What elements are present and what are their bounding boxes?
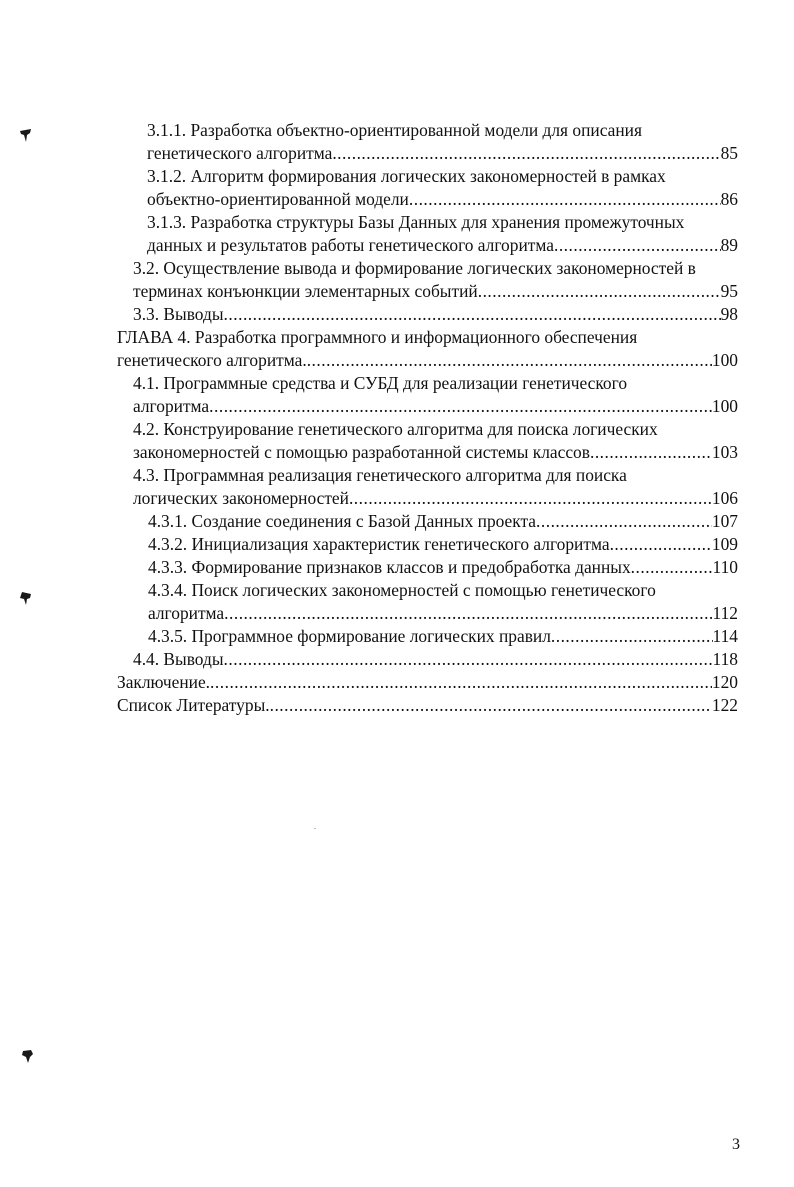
toc-entry [117,694,738,717]
dot-leader [409,188,721,211]
toc-entry-title-end: закономерностей с помощью разработанной системы классов [133,442,590,462]
toc-entry-page-number: 100 [711,396,738,416]
dot-leader [224,303,721,326]
toc-entry-page-number: 110 [712,557,738,577]
toc-entry [133,648,738,671]
dot-leader [631,556,713,579]
toc-entry [133,372,738,418]
dot-leader [554,234,721,257]
toc-entry-title-line: 4.3. Программная реализация генетического алгоритма для поиска [133,465,627,485]
toc-entry-leader-line [133,280,738,303]
dot-leader [332,142,720,165]
toc-entry-title-end: генетического алгоритма. [117,350,307,370]
toc-entry-title-end: данных и результатов работы генетического алгоритма [147,235,554,255]
dot-leader [551,625,713,648]
toc-entry-page-number: 89 [720,235,738,255]
toc-entry-page-number: 109 [711,534,738,554]
toc-entry-title-line: 3.1.3. Разработка структуры Базы Данных для хранения промежуточных [147,212,685,232]
dot-leader [610,533,712,556]
toc-entry-title-line: 3.2. Осуществление вывода и формирование логических закономерностей в [133,258,696,278]
toc-entry [147,165,738,211]
toc-entry-page-number: 103 [711,442,738,462]
toc-entry-title-end: Список Литературы. [117,695,270,715]
toc-entry [117,671,738,694]
toc-entry-title-line: 4.2. Конструирование генетического алгоритма для поиска логических [133,419,658,439]
dot-leader [536,510,712,533]
toc-entry [133,303,738,326]
toc-entry-leader-line [148,510,738,533]
binder-hole-mark-bottom [22,1050,34,1064]
page-number: 3 [732,1136,740,1153]
dot-leader [209,395,712,418]
toc-entry-page-number: 85 [720,143,738,163]
toc-entry-leader-line [148,533,738,556]
dot-leader [349,487,712,510]
table-of-contents [0,119,794,717]
toc-entry-title-line: ГЛАВА 4. Разработка программного и информационного обеспечения [117,327,638,347]
toc-entry-title-end: алгоритма [133,396,210,416]
toc-entry-title-end: 4.4. Выводы [133,649,224,669]
binder-hole-mark-top [20,129,32,143]
toc-entry [133,464,738,510]
toc-entry-leader-line [148,556,738,579]
toc-entry-title-end: Заключение. [117,672,211,692]
toc-entry-leader-line [117,349,738,372]
toc-entry-title-end: 3.3. Выводы [133,304,224,324]
toc-entry-page-number: 120 [711,672,738,692]
toc-entry-title-end: объектно-ориентированной модели [147,189,409,209]
toc-entry-page-number: 118 [712,649,738,669]
toc-entry-title-end: 4.3.2. Инициализация характеристик генетического алгоритма [148,534,610,554]
toc-entry-page-number: 112 [712,603,738,623]
toc-entry-leader-line [148,625,738,648]
toc-entry-title-end: 4.3.3. Формирование признаков классов и предобработка данных [148,557,631,577]
toc-entry-title-end: алгоритма [148,603,225,623]
toc-entry [148,533,738,556]
toc-entry-page-number: 107 [711,511,738,531]
toc-entry-title-line: 3.1.1. Разработка объектно-ориентированной модели для описания [147,120,642,140]
toc-entry-leader-line [147,142,738,165]
dot-leader [590,441,712,464]
toc-entry-page-number: 86 [720,189,738,209]
dot-leader [478,280,721,303]
dot-leader [224,602,712,625]
toc-entry-title-end: логических закономерностей [133,488,349,508]
toc-entry-page-number: 122 [711,695,738,715]
toc-entry-page-number: 100 [711,350,738,370]
toc-entry-title-end: 4.3.5. Программное формирование логических правил [148,626,551,646]
toc-entry-title-end: 4.3.1. Создание соединения с Базой Данных проекта [148,511,537,531]
dot-leader [210,671,712,694]
toc-entry [147,211,738,257]
toc-entry [148,579,738,625]
toc-entry-leader-line [117,671,738,694]
toc-entry [117,326,738,372]
dot-leader [270,694,712,717]
scan-speck [314,828,316,829]
toc-entry-leader-line [133,441,738,464]
toc-entry-leader-line [148,602,738,625]
toc-entry-page-number: 98 [720,304,738,324]
toc-entry [148,510,738,533]
toc-entry [148,625,738,648]
toc-entry-leader-line [133,303,738,326]
toc-entry-title-line: 4.1. Программные средства и СУБД для реализации генетического [133,373,628,393]
toc-entry [133,418,738,464]
toc-entry-leader-line [133,648,738,671]
toc-entry [148,556,738,579]
toc-entry-leader-line [147,234,738,257]
toc-entry-page-number: 95 [720,281,738,301]
toc-entry-leader-line [117,694,738,717]
toc-entry-title-line: 4.3.4. Поиск логических закономерностей с помощью генетического [148,580,656,600]
toc-entry [147,119,738,165]
dot-leader [224,648,713,671]
toc-entry-page-number: 114 [712,626,738,646]
toc-entry-leader-line [133,487,738,510]
toc-entry-title-end: генетического алгоритма [147,143,333,163]
toc-entry-title-line: 3.1.2. Алгоритм формирования логических закономерностей в рамках [147,166,666,186]
toc-entry-title-end: терминах конъюнкции элементарных событий [133,281,478,301]
toc-entry-page-number: 106 [711,488,738,508]
binder-hole-mark-middle [20,592,32,606]
toc-entry-leader-line [133,395,738,418]
dot-leader [307,349,712,372]
toc-entry [133,257,738,303]
toc-entry-leader-line [147,188,738,211]
